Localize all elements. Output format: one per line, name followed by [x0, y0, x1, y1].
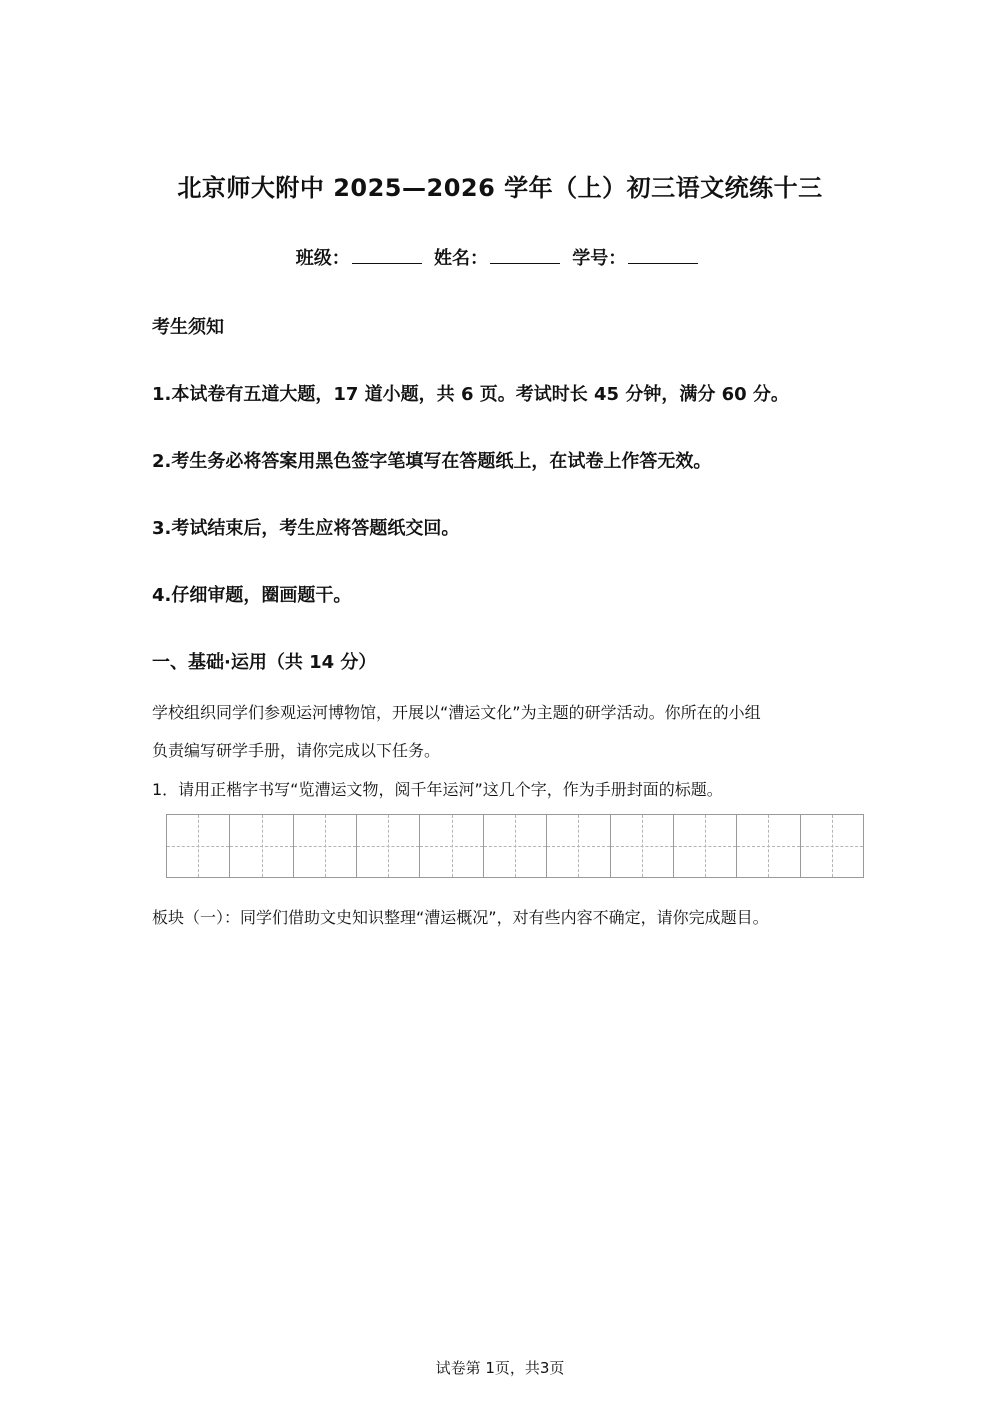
grid-cell — [674, 815, 737, 877]
notice-heading: 考生须知 — [152, 317, 224, 338]
grid-cell — [547, 815, 610, 877]
grid-cell — [294, 815, 357, 877]
page-footer: 试卷第 1页，共3页 — [435, 1359, 565, 1377]
notice-item-4: 4.仔细审题，圈画题干。 — [152, 585, 352, 606]
name-blank — [490, 249, 560, 264]
name-label: 姓名： — [434, 248, 488, 269]
grid-cell — [420, 815, 483, 877]
grid-cell — [737, 815, 800, 877]
notice-item-1: 1.本试卷有五道大题，17 道小题，共 6 页。考试时长 45 分钟，满分 60 分。 — [152, 384, 789, 405]
grid-cell — [230, 815, 293, 877]
grid-cell — [801, 815, 863, 877]
student-info-line — [0, 244, 1000, 270]
handwriting-grid — [166, 814, 864, 878]
class-blank — [352, 249, 422, 264]
grid-cell — [484, 815, 547, 877]
notice-item-3: 3.考试结束后，考生应将答题纸交回。 — [152, 518, 460, 539]
section-heading: 一、基础·运用（共 14 分） — [152, 652, 377, 673]
grid-cell — [611, 815, 674, 877]
notice-item-2: 2.考生务必将答案用黑色签字笔填写在答题纸上，在试卷上作答无效。 — [152, 451, 712, 472]
board-1-intro: 板块（一）：同学们借助文史知识整理“漕运概况”，对有些内容不确定，请你完成题目。 — [152, 908, 769, 927]
grid-cell — [357, 815, 420, 877]
exam-title: 北京师大附中 2025—2026 学年（上）初三语文统练十三 — [177, 174, 823, 202]
section-intro-line-2: 负责编写研学手册，请你完成以下任务。 — [152, 741, 441, 760]
section-intro-line-1: 学校组织同学们参观运河博物馆，开展以“漕运文化”为主题的研学活动。你所在的小组 — [152, 703, 761, 722]
grid-cell — [167, 815, 230, 877]
id-blank — [628, 249, 698, 264]
class-label: 班级： — [295, 248, 350, 269]
id-label: 学号： — [572, 248, 627, 269]
question-1: 1．请用正楷字书写“览漕运文物，阅千年运河”这几个字，作为手册封面的标题。 — [152, 780, 723, 799]
